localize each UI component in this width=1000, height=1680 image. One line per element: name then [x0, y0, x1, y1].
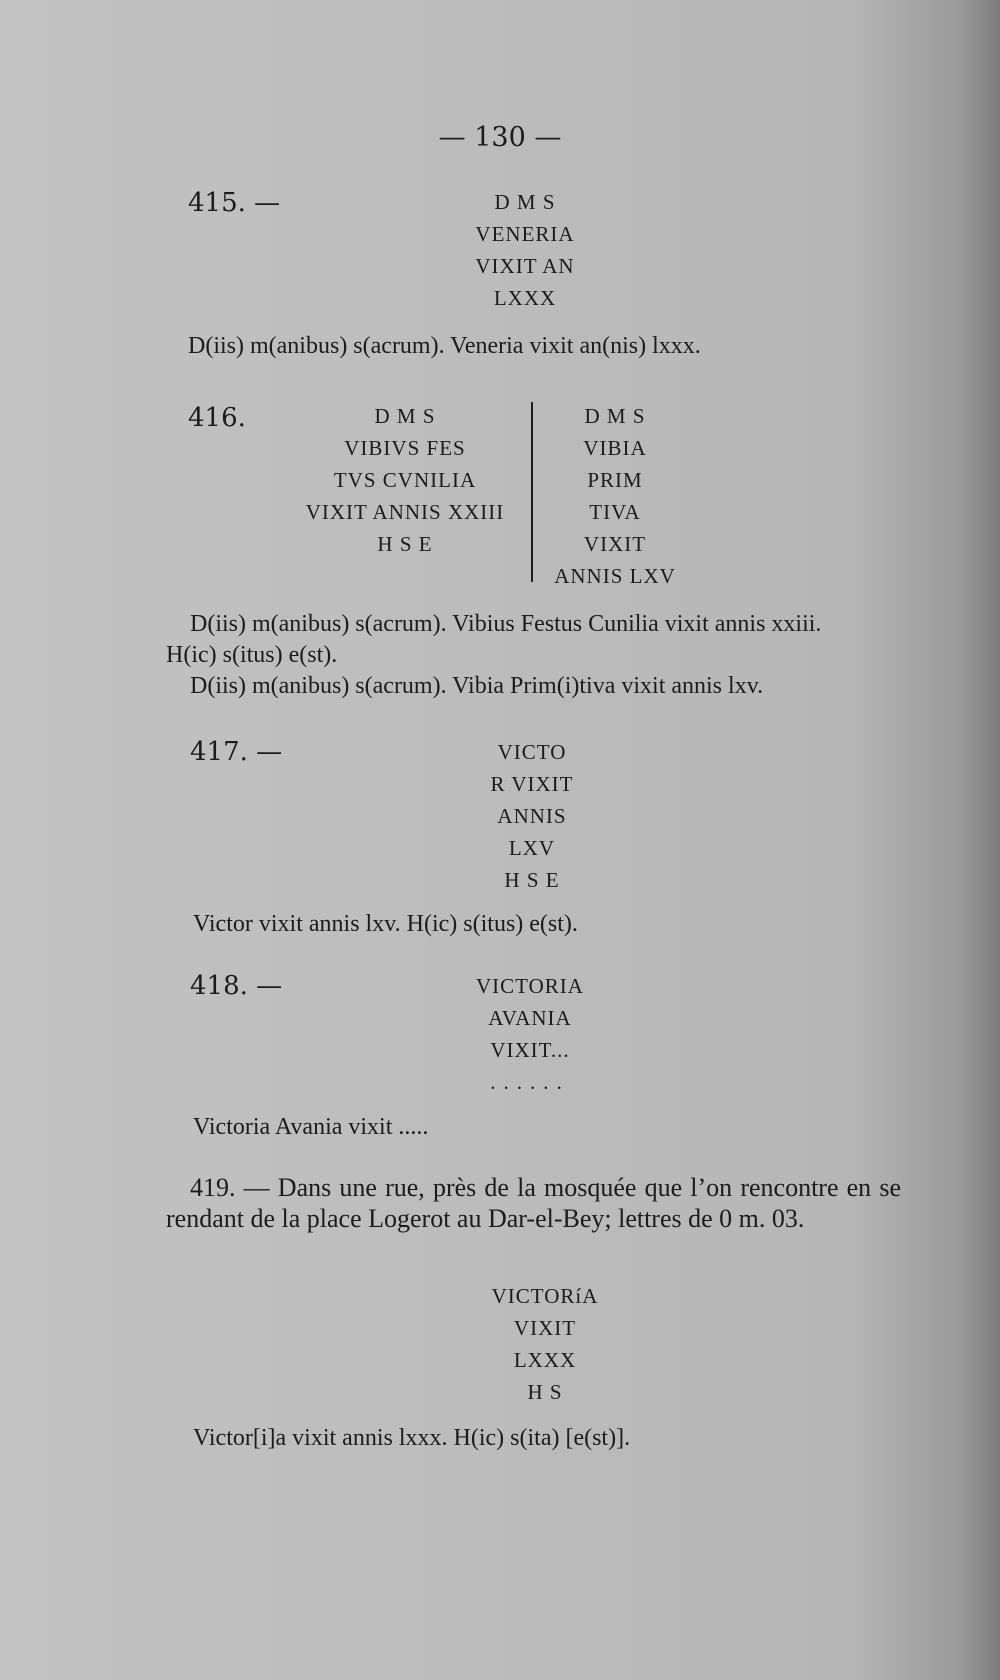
inscription-line: H S E: [377, 532, 433, 556]
inscription-line: ......: [490, 1070, 570, 1094]
entry-417-translation: Victor vixit annis lxv. H(ic) s(itus) e(st).: [193, 911, 578, 937]
entry-419-translation: Victor[i]a vixit annis lxxx. H(ic) s(ita) [e(st)].: [193, 1425, 631, 1451]
inscription-line: VIBIVS FES: [344, 436, 466, 460]
page-number: — 130 —: [438, 122, 562, 153]
entry-416-number: 416.: [188, 403, 246, 433]
inscription-line: H S: [527, 1380, 563, 1404]
inscription-line: D M S: [584, 404, 646, 428]
inscription-line: VIXIT: [513, 1316, 577, 1340]
inscription-line: D M S: [494, 190, 556, 214]
inscription-line: H S E: [504, 868, 560, 892]
inscription-line: VIXIT ANNIS XXIII: [305, 500, 505, 524]
inscription-line: VIXIT: [583, 532, 647, 556]
entry-418-translation: Victoria Avania vixit .....: [193, 1114, 429, 1140]
entry-419-inscription: [460, 1280, 630, 1408]
inscription-line: ANNIS LXV: [554, 564, 676, 588]
inscription-line: D M S: [374, 404, 436, 428]
inscription-line: AVANIA: [488, 1006, 572, 1030]
inscription-line: VIBIA: [583, 436, 647, 460]
entry-416-translation-line1: D(iis) m(anibus) s(acrum). Vibius Festus Cunilia vixit annis xxiii.: [190, 611, 822, 637]
inscription-divider: [531, 402, 533, 582]
entry-416-translation-line3: D(iis) m(anibus) s(acrum). Vibia Prim(i)tiva vixit annis lxv.: [190, 673, 764, 699]
inscription-line: LXXX: [513, 1348, 577, 1372]
inscription-line: VICTORIA: [476, 974, 584, 998]
inscription-line: LXXX: [493, 286, 557, 310]
entry-415-translation: D(iis) m(anibus) s(acrum). Veneria vixit an(nis) lxxx.: [188, 333, 701, 359]
entry-416-right-inscription: [540, 400, 690, 592]
entry-418-number: 418. —: [190, 971, 283, 1001]
entry-415-number: 415. —: [188, 188, 281, 218]
inscription-line: VIXIT AN: [475, 254, 575, 278]
entry-419-paragraph: 419. — Dans une rue, près de la mosquée que l’on rencontre en se rendant de la place Logerot au Dar-el-Bey; lettres de 0 m. 03.: [166, 1173, 901, 1233]
inscription-line: VIXIT...: [490, 1038, 570, 1062]
entry-417-number: 417. —: [190, 737, 283, 767]
inscription-line: PRIM: [587, 468, 643, 492]
entry-417-inscription: [452, 736, 612, 896]
entry-415-inscription: [410, 186, 640, 314]
inscription-line: VICTO: [497, 740, 567, 764]
inscription-line: R VIXIT: [490, 772, 574, 796]
entry-416-left-inscription: [290, 400, 520, 560]
inscription-line: LXV: [508, 836, 556, 860]
entry-416-translation-line2: H(ic) s(itus) e(st).: [166, 642, 338, 668]
inscription-line: VENERIA: [475, 222, 575, 246]
inscription-line: VICTORíA: [491, 1284, 599, 1308]
inscription-line: TIVA: [589, 500, 641, 524]
entry-418-inscription: [440, 970, 620, 1098]
inscription-line: TVS CVNILIA: [333, 468, 477, 492]
inscription-line: ANNIS: [497, 804, 567, 828]
